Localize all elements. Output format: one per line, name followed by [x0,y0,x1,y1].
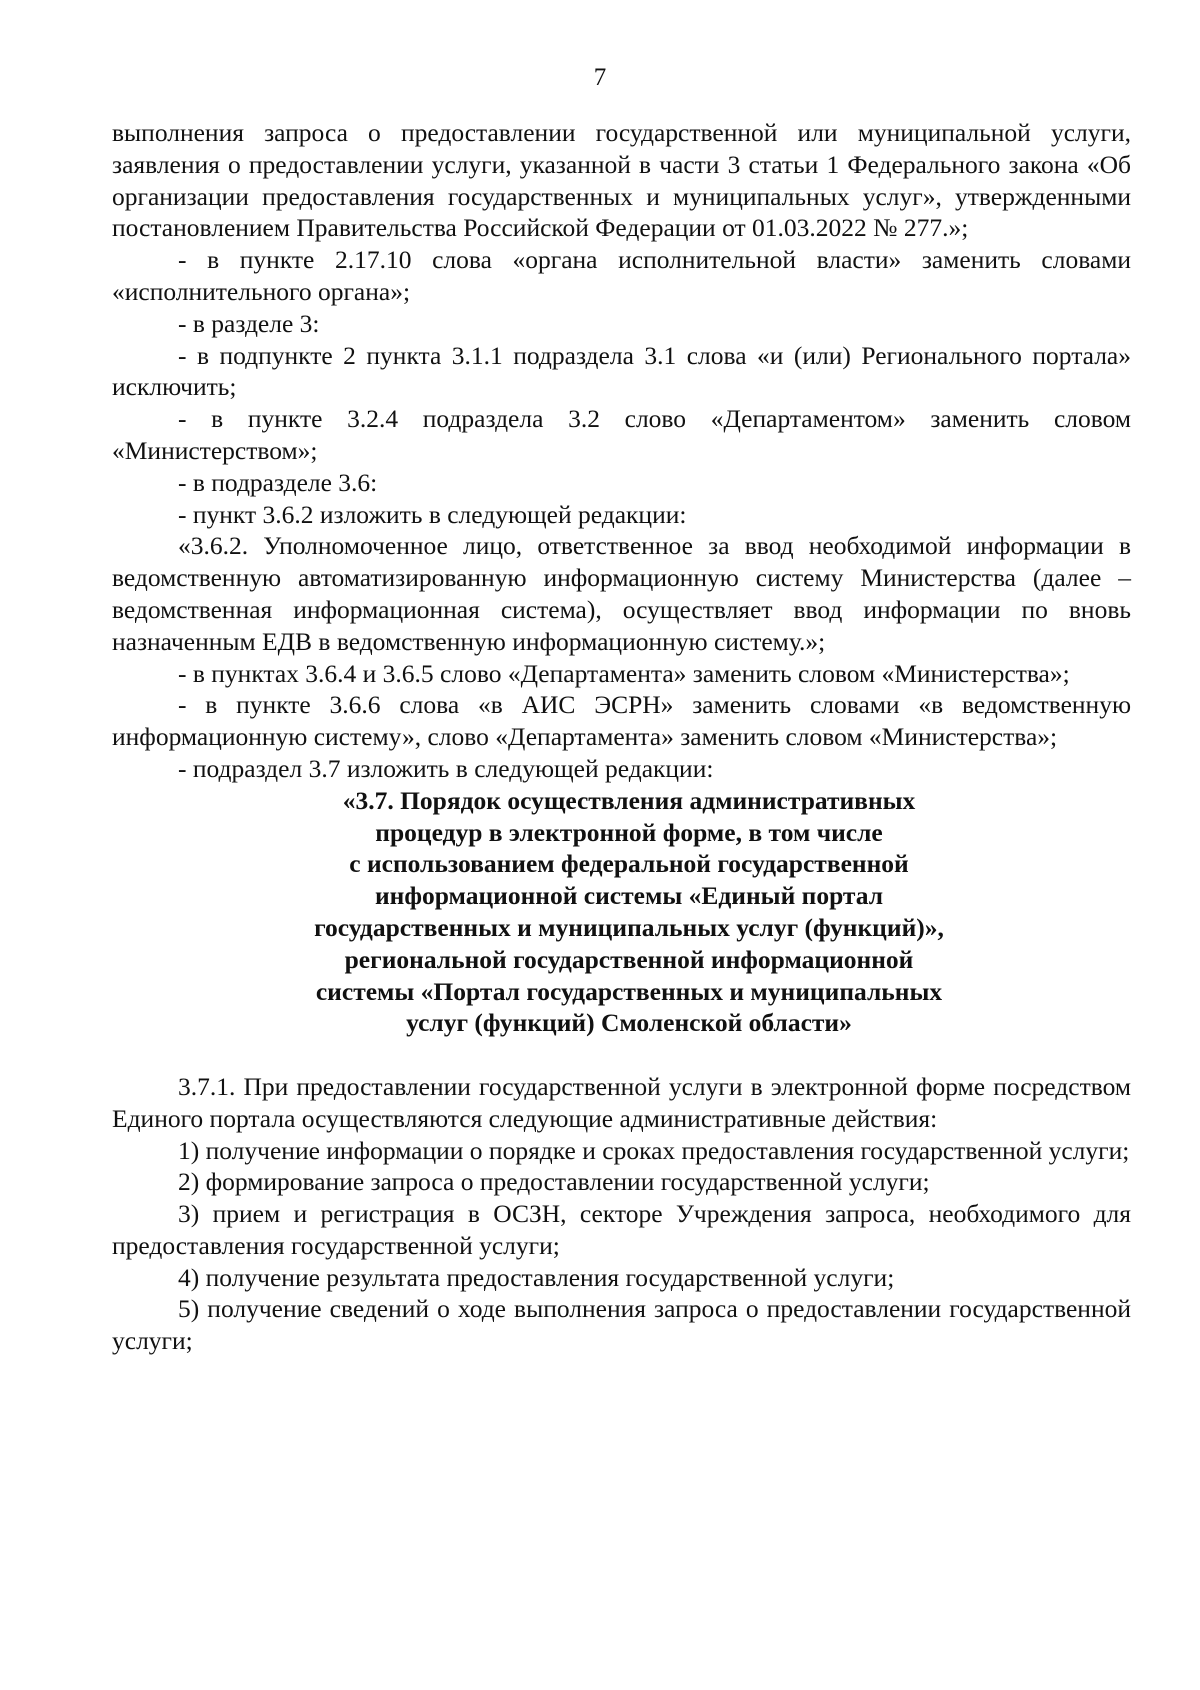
paragraph: 3.7.1. При предоставлении государственной услуги в электронной форме посредством Единого портала осуществляются следующие административные действия: [112,1071,1131,1133]
page-number: 7 [593,64,607,91]
paragraph: - в пунктах 3.6.4 и 3.6.5 слово «Департамента» заменить словом «Министерства»; [178,658,1070,688]
heading-line: региональной государственной информационной [344,944,914,974]
paragraph: «3.6.2. Уполномоченное лицо, ответственное за ввод необходимой информации в ведомственную автоматизированную информационную систему Министерства (далее – ведомственная информационная система), осуществляет ввод информации по вновь назначенным ЕДВ в ведомственную информационную систему.»; [112,531,1131,656]
paragraph: - в пункте 2.17.10 слова «органа исполнительной власти» заменить словами «исполнительного органа»; [112,245,1131,306]
paragraph: 2) формирование запроса о предоставлении государственной услуги; [178,1167,930,1197]
paragraph: - пункт 3.6.2 изложить в следующей редакции: [178,499,687,529]
spacer [112,1039,1131,1071]
heading-line: «3.7. Порядок осуществления административных [342,785,916,815]
paragraph: - в разделе 3: [178,308,320,338]
paragraph: - в пункте 3.2.4 подраздела 3.2 слово «Департаментом» заменить словом «Министерством»; [112,404,1131,465]
paragraph: 4) получение результата предоставления государственной услуги; [178,1262,895,1292]
heading-line: процедур в электронной форме, в том числе [375,817,883,847]
heading-line: государственных и муниципальных услуг (функций)», [314,912,944,942]
heading-line: услуг (функций) Смоленской области» [406,1008,852,1038]
heading-line: системы «Портал государственных и муниципальных [315,976,943,1006]
paragraphs-after-heading [112,1071,1131,1357]
paragraph: - в подразделе 3.6: [178,467,378,497]
paragraph: 5) получение сведений о ходе выполнения запроса о предоставлении государственной услуги; [112,1294,1131,1356]
paragraphs-before-heading [112,117,1131,785]
paragraph: 3) прием и регистрация в ОСЗН, секторе Учреждения запроса, необходимого для предоставления государственной услуги; [112,1199,1131,1260]
document-body [112,117,1131,1357]
paragraph: выполнения запроса о предоставлении государственной или муниципальной услуги, заявления о предоставлении услуги, указанной в части 3 статьи 1 Федерального закона «Об организации предоставления государственных и муниципальных услуг», утвержденными постановлением Правительства Российской Федерации от 01.03.2022 № 277.»; [112,118,1131,243]
section-heading [112,785,1131,1039]
paragraph: 1) получение информации о порядке и сроках предоставления государственной услуги; [178,1135,1130,1165]
paragraph: - в подпункте 2 пункта 3.1.1 подраздела 3.1 слова «и (или) Регионального портала» исключить; [112,340,1131,402]
heading-line: с использованием федеральной государственной [349,849,909,879]
paragraph: - подраздел 3.7 изложить в следующей редакции: [178,753,714,783]
heading-line: информационной системы «Единый портал [374,881,884,911]
paragraph: - в пункте 3.6.6 слова «в АИС ЭСРН» заменить словами «в ведомственную информационную систему», слово «Департамента» заменить словом «Министерства»; [112,690,1131,752]
